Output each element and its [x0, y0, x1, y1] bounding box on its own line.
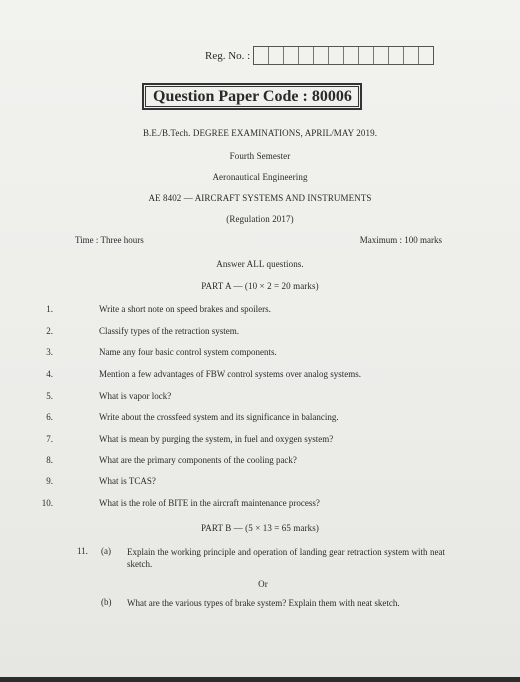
time-allowed: Time : Three hours — [75, 235, 144, 245]
question-number: 3. — [46, 347, 53, 357]
question-number: 6. — [46, 412, 53, 422]
sub-label-b: (b) — [101, 597, 112, 607]
question-number: 1. — [46, 304, 53, 314]
question-number: 10. — [41, 498, 53, 508]
question-text: What is TCAS? — [99, 476, 156, 486]
question-number: 4. — [46, 369, 53, 379]
reg-no-box — [344, 47, 359, 64]
regulation: (Regulation 2017) — [226, 214, 294, 224]
part-a-heading: PART A — (10 × 2 = 20 marks) — [201, 281, 319, 291]
subject-title: AE 8402 — AIRCRAFT SYSTEMS AND INSTRUMENTS — [148, 193, 372, 203]
reg-no-boxes — [253, 46, 434, 65]
question-11b-text: What are the various types of brake system? Explain them with neat sketch. — [127, 598, 400, 608]
scan-edge — [0, 677, 520, 682]
semester: Fourth Semester — [229, 151, 291, 161]
question-number: 9. — [46, 476, 53, 486]
question-text: Write a short note on speed brakes and spoilers. — [99, 304, 271, 314]
reg-no-box — [299, 47, 314, 64]
reg-no-box — [359, 47, 374, 64]
question-text: Write about the crossfeed system and its significance in balancing. — [99, 412, 339, 422]
part-b-heading: PART B — (5 × 13 = 65 marks) — [201, 523, 319, 533]
reg-no-box — [314, 47, 329, 64]
question-number: 5. — [46, 391, 53, 401]
question-number: 8. — [46, 455, 53, 465]
question-paper-code-box — [142, 83, 362, 110]
reg-no-box — [374, 47, 389, 64]
instruction: Answer ALL questions. — [216, 259, 304, 269]
question-text: What is the role of BITE in the aircraft maintenance process? — [99, 498, 320, 508]
reg-no-box — [269, 47, 284, 64]
or-label: Or — [258, 579, 268, 589]
question-number: 7. — [46, 434, 53, 444]
reg-no-box — [284, 47, 299, 64]
reg-no-label: Reg. No. : — [205, 49, 251, 62]
question-text: Classify types of the retraction system. — [99, 326, 239, 336]
reg-no-box — [389, 47, 404, 64]
department: Aeronautical Engineering — [212, 172, 308, 182]
question-text: What is vapor lock? — [99, 391, 172, 401]
maximum-marks: Maximum : 100 marks — [359, 235, 442, 245]
question-text: Mention a few advantages of FBW control systems over analog systems. — [99, 369, 362, 379]
sub-label-a: (a) — [101, 546, 111, 556]
question-number: 2. — [46, 326, 53, 336]
question-text: What is mean by purging the system, in fuel and oxygen system? — [99, 434, 334, 444]
question-11a-text: Explain the working principle and operation of landing gear retraction system with neat sketch. — [127, 547, 445, 569]
question-number: 11. — [77, 546, 88, 556]
question-text: What are the primary components of the cooling pack? — [99, 455, 297, 465]
reg-no-box — [404, 47, 419, 64]
question-text: Name any four basic control system components. — [99, 347, 277, 357]
reg-no-box — [329, 47, 344, 64]
reg-no-box — [419, 47, 433, 64]
question-paper-code: Question Paper Code : 80006 — [145, 86, 359, 107]
exam-title: B.E./B.Tech. DEGREE EXAMINATIONS, APRIL/MAY 2019. — [142, 128, 378, 138]
reg-no-box — [254, 47, 269, 64]
reg-no-field — [205, 46, 434, 65]
